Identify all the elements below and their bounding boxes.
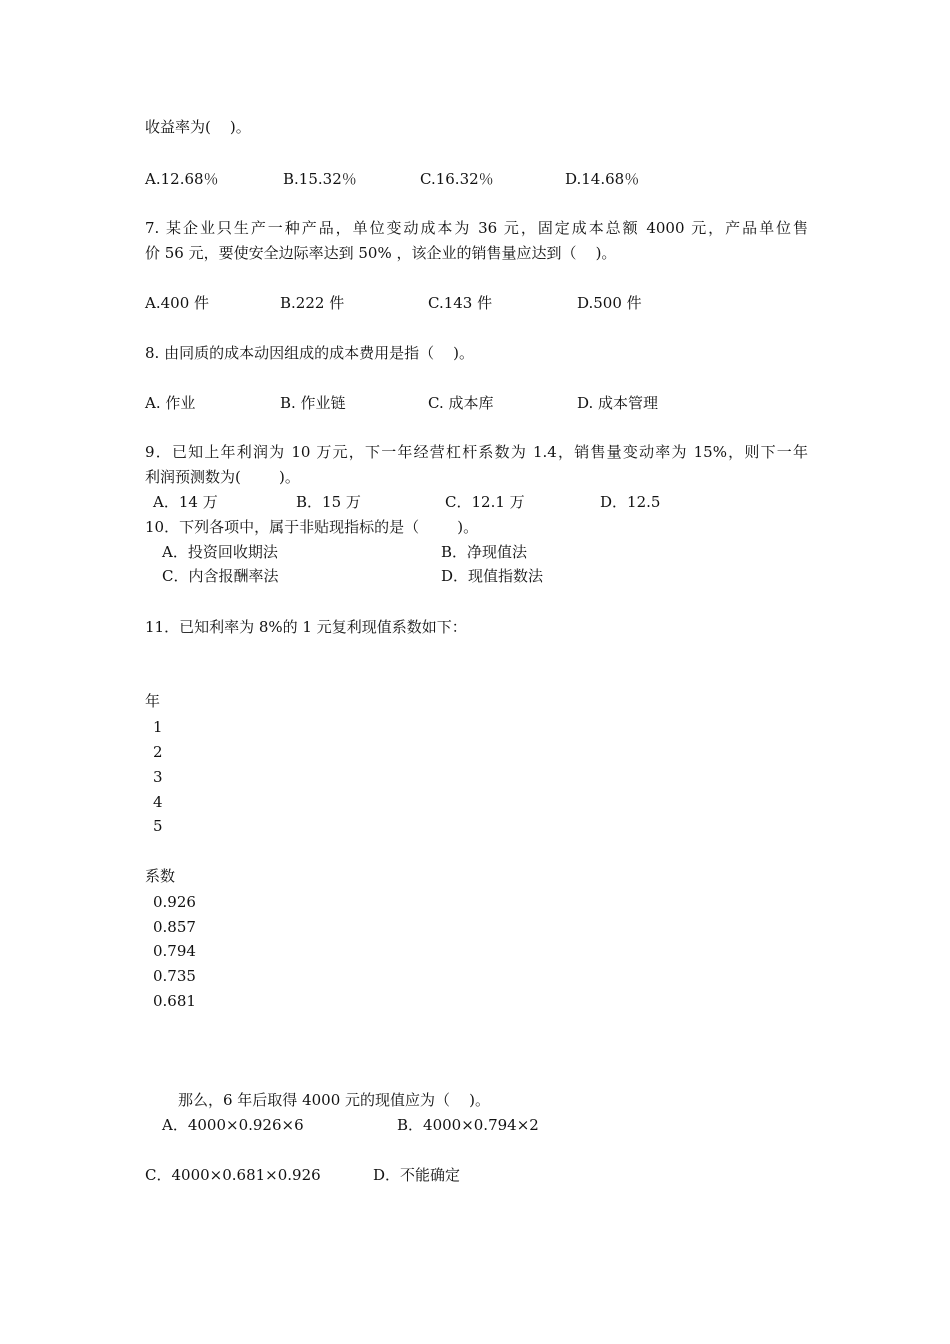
year-value: 2 <box>153 743 163 761</box>
q7-option-d: D.500 件 <box>577 294 642 312</box>
coefficient-value: 0.794 <box>153 942 196 960</box>
coefficient-value: 0.857 <box>153 918 196 936</box>
year-value: 4 <box>153 793 163 811</box>
year-value: 3 <box>153 768 163 786</box>
coefficient-value: 0.926 <box>153 893 196 911</box>
q8-option-a: A. 作业 <box>145 394 196 412</box>
q7-option-b: B.222 件 <box>280 294 345 312</box>
coefficient-value: 0.735 <box>153 967 196 985</box>
q7-stem-line2: 价 56 元，要使安全边际率达到 50% ，该企业的销售量应达到（ )。 <box>145 244 617 262</box>
q10-option-a: A．投资回收期法 <box>162 543 278 561</box>
q9-stem-line1: 9．已知上年利润为 10 万元，下一年经营杠杆系数为 1.4，销售量变动率为 15%，则下一年 <box>145 443 808 461</box>
q8-stem: 8. 由同质的成本动因组成的成本费用是指（ )。 <box>145 344 475 362</box>
q9-option-a: A．14 万 <box>153 493 218 511</box>
q11-option-b: B．4000×0.794×2 <box>397 1116 539 1134</box>
q8-option-b: B. 作业链 <box>280 394 346 412</box>
q9-option-c: C．12.1 万 <box>445 493 525 511</box>
q8-option-d: D. 成本管理 <box>577 394 659 412</box>
q10-option-b: B．净现值法 <box>441 543 528 561</box>
coefficient-header: 系数 <box>145 867 176 885</box>
q6-option-a: A.12.68％ <box>145 170 219 188</box>
q7-option-a: A.400 件 <box>145 294 209 312</box>
coefficient-value: 0.681 <box>153 992 196 1010</box>
q6-option-c: C.16.32％ <box>420 170 494 188</box>
q10-option-c: C．内含报酬率法 <box>162 567 279 585</box>
q6-option-d: D.14.68％ <box>565 170 640 188</box>
q7-option-c: C.143 件 <box>428 294 493 312</box>
q11-option-a: A．4000×0.926×6 <box>162 1116 304 1134</box>
q11-stem: 11．已知利率为 8%的 1 元复利现值系数如下： <box>145 618 467 636</box>
q9-option-b: B．15 万 <box>296 493 361 511</box>
q9-option-d: D．12.5 <box>600 493 661 511</box>
q9-stem-line2: 利润预测数为( )。 <box>145 468 300 486</box>
q6-option-b: B.15.32％ <box>283 170 357 188</box>
q11-question: 那么，6 年后取得 4000 元的现值应为（ )。 <box>178 1091 490 1109</box>
q8-option-c: C. 成本库 <box>428 394 494 412</box>
year-value: 1 <box>153 718 163 736</box>
year-value: 5 <box>153 817 163 835</box>
q11-option-c: C．4000×0.681×0.926 <box>145 1166 321 1184</box>
q10-option-d: D．现值指数法 <box>441 567 544 585</box>
q7-stem-line1: 7. 某企业只生产一种产品，单位变动成本为 36 元，固定成本总额 4000 元，产品单位售 <box>145 219 808 237</box>
q6-stem-tail: 收益率为( )。 <box>145 118 251 136</box>
q11-option-d: D．不能确定 <box>373 1166 461 1184</box>
year-header: 年 <box>145 692 161 710</box>
q10-stem: 10．下列各项中，属于非贴现指标的是（ )。 <box>145 518 479 536</box>
